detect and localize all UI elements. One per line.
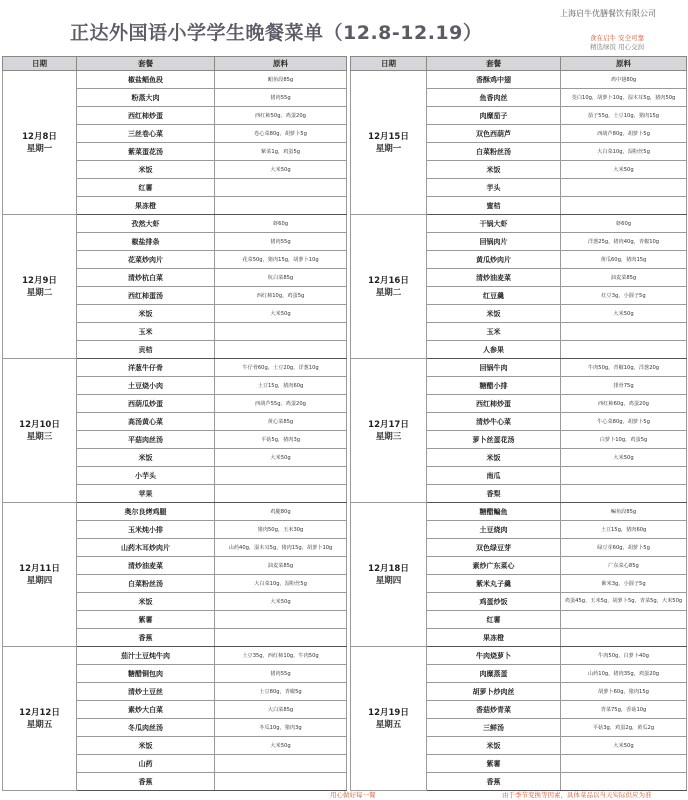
dish-name: 人参果 (427, 341, 561, 359)
dish-name: 冬瓜肉丝汤 (77, 719, 215, 737)
dish-ingredients: 牛肉50g，青椒10g，洋葱20g (561, 359, 687, 377)
dish-ingredients (561, 197, 687, 215)
dish-name: 土豆烧肉 (427, 521, 561, 539)
dish-name: 玉米 (77, 323, 215, 341)
dish-ingredients (215, 179, 347, 197)
dish-name: 米饭 (77, 593, 215, 611)
dish-ingredients: 西红柿50g，鸡蛋20g (215, 107, 347, 125)
dish-ingredients: 土豆80g，青椒5g (215, 683, 347, 701)
dish-ingredients: 胡萝卜60g，猪肉15g (561, 683, 687, 701)
dish-name: 黄瓜炒肉片 (427, 251, 561, 269)
dish-name: 香蕉 (427, 773, 561, 791)
dish-ingredients: 牛肉50g，白萝卜40g (561, 647, 687, 665)
dish-ingredients: 大米50g (215, 305, 347, 323)
slogan-line-1: 食在启牛 安全可靠 (590, 34, 645, 42)
day-cell (3, 647, 77, 791)
dish-ingredients: 绿豆芽60g，胡萝卜5g (561, 539, 687, 557)
dish-ingredients: 猪肉55g (215, 233, 347, 251)
day-cell (351, 647, 427, 791)
dish-ingredients: 青菜75g，香菇10g (561, 701, 687, 719)
dish-name: 孜然大虾 (77, 215, 215, 233)
dish-ingredients: 西葫芦55g，鸡蛋20g (215, 395, 347, 413)
dish-ingredients: 大米50g (215, 449, 347, 467)
dish-ingredients: 鸡蛋45g，玉米5g，胡萝卜5g，青菜5g，大米50g (561, 593, 687, 611)
table-row (3, 647, 347, 665)
company-slogan (590, 34, 644, 52)
footer-slogan: 用心做好每一餐 (330, 791, 376, 799)
dish-name: 红薯 (427, 611, 561, 629)
dish-name: 米饭 (77, 449, 215, 467)
dish-ingredients: 猪肉55g (215, 665, 347, 683)
dish-ingredients: 大米50g (215, 737, 347, 755)
dish-name: 花菜炒肉片 (77, 251, 215, 269)
day-cell (351, 71, 427, 215)
dish-name: 西葫瓜炒蛋 (77, 395, 215, 413)
dish-ingredients: 大米50g (215, 161, 347, 179)
dish-name: 回锅肉片 (427, 233, 561, 251)
dish-ingredients: 油麦菜85g (561, 269, 687, 287)
day-weekday: 星期三 (26, 431, 53, 442)
dish-name: 香蕉 (77, 773, 215, 791)
dish-ingredients: 土豆15g，猪肉60g (215, 377, 347, 395)
dish-ingredients: 大米50g (561, 305, 687, 323)
dish-ingredients (561, 179, 687, 197)
table-row (351, 359, 687, 377)
dish-ingredients (215, 485, 347, 503)
day-weekday: 星期一 (26, 143, 53, 154)
dish-ingredients: 油麦菜85g (215, 557, 347, 575)
dish-name: 米饭 (77, 305, 215, 323)
day-date: 12月19日 (368, 707, 409, 718)
dish-name: 米饭 (427, 449, 561, 467)
dish-ingredients: 平菇5g，猪肉3g (215, 431, 347, 449)
day-weekday: 星期四 (375, 575, 402, 586)
table-row (351, 647, 687, 665)
dish-ingredients: 牛仔骨60g，土豆20g，洋葱10g (215, 359, 347, 377)
table-row (3, 503, 347, 521)
dish-name: 香蕉 (77, 629, 215, 647)
dish-ingredients: 茄子55g，土豆10g，猪肉15g (561, 107, 687, 125)
day-cell (351, 503, 427, 647)
day-weekday: 星期四 (26, 575, 53, 586)
dish-name: 西红柿蛋汤 (77, 287, 215, 305)
header-ingredients: 原料 (561, 57, 687, 71)
dish-name: 清炒牛心菜 (427, 413, 561, 431)
header-meal: 套餐 (427, 57, 561, 71)
day-date: 12月17日 (368, 419, 409, 430)
menu-table-week-2 (350, 56, 686, 791)
dish-name: 米饭 (427, 737, 561, 755)
dish-name: 蜜桔 (427, 197, 561, 215)
table-row (3, 215, 347, 233)
dish-name: 洋葱牛仔骨 (77, 359, 215, 377)
day-cell (3, 71, 77, 215)
dish-ingredients: 西红柿60g，鸡蛋20g (561, 395, 687, 413)
header-meal: 套餐 (77, 57, 215, 71)
dish-name: 三丝卷心菜 (77, 125, 215, 143)
dish-name: 米饭 (77, 737, 215, 755)
dish-ingredients: 黄瓜60g，猪肉15g (561, 251, 687, 269)
dish-name: 三鲜汤 (427, 719, 561, 737)
dish-ingredients (561, 341, 687, 359)
dish-ingredients: 排骨75g (561, 377, 687, 395)
header-date: 日期 (3, 57, 77, 71)
dish-ingredients: 土豆35g，西红柿10g，牛肉50g (215, 647, 347, 665)
dish-ingredients: 花菜50g，猪肉15g，胡萝卜10g (215, 251, 347, 269)
dish-ingredients: 黄心菜85g (215, 413, 347, 431)
dish-ingredients: 杭白菜85g (215, 269, 347, 287)
day-cell (351, 215, 427, 359)
header-ingredients: 原料 (215, 57, 347, 71)
day-cell (3, 503, 77, 647)
day-cell (3, 215, 77, 359)
day-date: 12月12日 (19, 707, 60, 718)
dish-ingredients: 山药10g，猪肉35g，鸡蛋20g (561, 665, 687, 683)
dish-ingredients (215, 611, 347, 629)
day-weekday: 星期二 (375, 287, 402, 298)
dish-ingredients: 猪肉50g，玉米30g (215, 521, 347, 539)
dish-name: 南瓜 (427, 467, 561, 485)
dish-ingredients (561, 755, 687, 773)
day-date: 12月8日 (22, 131, 57, 142)
dish-ingredients (215, 755, 347, 773)
dish-ingredients (561, 485, 687, 503)
dish-name: 贡桔 (77, 341, 215, 359)
dish-ingredients (215, 197, 347, 215)
dish-ingredients: 大米50g (561, 161, 687, 179)
dish-ingredients: 山药40g，湿木耳5g，猪肉15g，胡萝卜10g (215, 539, 347, 557)
dish-name: 香酥鸡中翅 (427, 71, 561, 89)
dish-ingredients: 虾60g (215, 215, 347, 233)
dish-name: 玉米 (427, 323, 561, 341)
dish-name: 山药 (77, 755, 215, 773)
dish-name: 西红柿炒蛋 (77, 107, 215, 125)
dish-name: 高汤黄心菜 (77, 413, 215, 431)
dish-ingredients (215, 323, 347, 341)
dish-name: 素炒大白菜 (77, 701, 215, 719)
dish-ingredients: 平菇3g，鸡蛋2g，黄瓜2g (561, 719, 687, 737)
dish-name: 奥尔良烤鸡腿 (77, 503, 215, 521)
dish-ingredients (215, 773, 347, 791)
dish-name: 清炒油麦菜 (77, 557, 215, 575)
day-weekday: 星期五 (26, 719, 53, 730)
dish-ingredients (561, 629, 687, 647)
dish-name: 西红柿炒蛋 (427, 395, 561, 413)
day-date: 12月16日 (368, 275, 409, 286)
dish-name: 糖醋小排 (427, 377, 561, 395)
company-name: 上海启牛优膳餐饮有限公司 (560, 9, 656, 18)
dish-ingredients: 大米50g (561, 449, 687, 467)
table-row (3, 71, 347, 89)
dish-name: 米饭 (427, 305, 561, 323)
dish-ingredients: 土豆15g，猪肉60g (561, 521, 687, 539)
dish-ingredients (215, 341, 347, 359)
dish-ingredients: 大白菜85g (215, 701, 347, 719)
dish-name: 干锅大虾 (427, 215, 561, 233)
dish-name: 玉米炖小排 (77, 521, 215, 539)
dish-ingredients: 虾60g (561, 215, 687, 233)
dish-name: 椒盐排条 (77, 233, 215, 251)
day-date: 12月18日 (368, 563, 409, 574)
dish-name: 苹果 (77, 485, 215, 503)
day-date: 12月10日 (19, 419, 60, 430)
dish-name: 小芋头 (77, 467, 215, 485)
header-date: 日期 (351, 57, 427, 71)
dish-name: 胡萝卜炒肉丝 (427, 683, 561, 701)
day-cell (3, 359, 77, 503)
dish-name: 米饭 (427, 161, 561, 179)
dish-name: 米饭 (77, 161, 215, 179)
table-row (351, 71, 687, 89)
dish-name: 糖醋铜包肉 (77, 665, 215, 683)
dish-ingredients: 鲳鱼段85g (215, 71, 347, 89)
dish-name: 果冻橙 (77, 197, 215, 215)
table-row (351, 503, 687, 521)
day-weekday: 星期二 (26, 287, 53, 298)
dish-ingredients: 卷心菜80g，胡萝卜5g (215, 125, 347, 143)
dish-name: 萝卜丝蛋花汤 (427, 431, 561, 449)
dish-ingredients (561, 611, 687, 629)
dish-ingredients (561, 323, 687, 341)
dish-name: 素炒广东菜心 (427, 557, 561, 575)
dish-ingredients: 牛心菜80g，胡萝卜5g (561, 413, 687, 431)
dish-ingredients: 大白菜10g，湿粉丝5g (215, 575, 347, 593)
dish-ingredients: 大米50g (215, 593, 347, 611)
dish-name: 双色绿豆芽 (427, 539, 561, 557)
table-row (3, 359, 347, 377)
dish-name: 清炒油麦菜 (427, 269, 561, 287)
page-title: 正达外国语小学学生晚餐菜单（12.8-12.19） (70, 22, 483, 44)
dish-ingredients: 紫菜1g，鸡蛋5g (215, 143, 347, 161)
dish-name: 芋头 (427, 179, 561, 197)
dish-name: 椒盐鲳鱼段 (77, 71, 215, 89)
dish-name: 清炒土豆丝 (77, 683, 215, 701)
dish-ingredients: 冬瓜10g，猪肉3g (215, 719, 347, 737)
dish-name: 红薯 (77, 179, 215, 197)
dish-name: 肉糜蒸蛋 (427, 665, 561, 683)
dish-ingredients: 广东菜心85g (561, 557, 687, 575)
dish-ingredients (215, 629, 347, 647)
day-weekday: 星期三 (375, 431, 402, 442)
dish-ingredients: 茭白10g，胡萝卜10g，湿木耳5g，猪肉50g (561, 89, 687, 107)
dish-name: 紫菜蛋花汤 (77, 143, 215, 161)
day-weekday: 星期一 (375, 143, 402, 154)
dish-name: 果冻橙 (427, 629, 561, 647)
table-row (351, 215, 687, 233)
footer-note: 由于季节变换等因素，具体菜品以当天实际供应为准 (502, 791, 652, 799)
dish-name: 平菇肉丝汤 (77, 431, 215, 449)
dish-ingredients: 白萝卜10g，鸡蛋5g (561, 431, 687, 449)
dish-name: 鱼香肉丝 (427, 89, 561, 107)
dish-name: 香菇炒青菜 (427, 701, 561, 719)
day-weekday: 星期五 (375, 719, 402, 730)
dish-ingredients: 西红柿10g，鸡蛋5g (215, 287, 347, 305)
dish-name: 粉蒸大肉 (77, 89, 215, 107)
dish-ingredients: 猪肉55g (215, 89, 347, 107)
dish-ingredients: 紫米3g，小圆子5g (561, 575, 687, 593)
menu-table-week-1 (2, 56, 346, 791)
dish-name: 红豆羹 (427, 287, 561, 305)
dish-ingredients (215, 467, 347, 485)
dish-name: 土豆烧小肉 (77, 377, 215, 395)
dish-ingredients: 大白菜10g，湿粉丝5g (561, 143, 687, 161)
dish-name: 香梨 (427, 485, 561, 503)
dish-ingredients: 大米50g (561, 737, 687, 755)
day-cell (351, 359, 427, 503)
dish-name: 山药木耳炒肉片 (77, 539, 215, 557)
dish-name: 鸡蛋炒饭 (427, 593, 561, 611)
dish-name: 白菜粉丝汤 (427, 143, 561, 161)
day-date: 12月15日 (368, 131, 409, 142)
dish-name: 茄汁土豆炖牛肉 (77, 647, 215, 665)
dish-name: 双色西葫芦 (427, 125, 561, 143)
dish-ingredients: 红豆3g，小圆子5g (561, 287, 687, 305)
slogan-line-2: 精选绿饭 用心交润 (590, 43, 645, 51)
dish-name: 紫薯 (427, 755, 561, 773)
dish-name: 牛肉烧萝卜 (427, 647, 561, 665)
dish-name: 糖醋鳊鱼 (427, 503, 561, 521)
dish-name: 白菜粉丝汤 (77, 575, 215, 593)
dish-ingredients: 鸡腿80g (215, 503, 347, 521)
dish-name: 回锅牛肉 (427, 359, 561, 377)
dish-name: 紫米丸子羹 (427, 575, 561, 593)
dish-ingredients: 洋葱25g，猪肉40g，青椒10g (561, 233, 687, 251)
day-date: 12月9日 (22, 275, 57, 286)
dish-ingredients (561, 467, 687, 485)
dish-ingredients: 西葫芦80g，胡萝卜5g (561, 125, 687, 143)
day-date: 12月11日 (19, 563, 60, 574)
dish-name: 清炒杭白菜 (77, 269, 215, 287)
dish-ingredients: 鸡中翅80g (561, 71, 687, 89)
dish-name: 紫薯 (77, 611, 215, 629)
dish-name: 肉糜茄子 (427, 107, 561, 125)
dish-ingredients: 鳊鱼段85g (561, 503, 687, 521)
dish-ingredients (561, 773, 687, 791)
